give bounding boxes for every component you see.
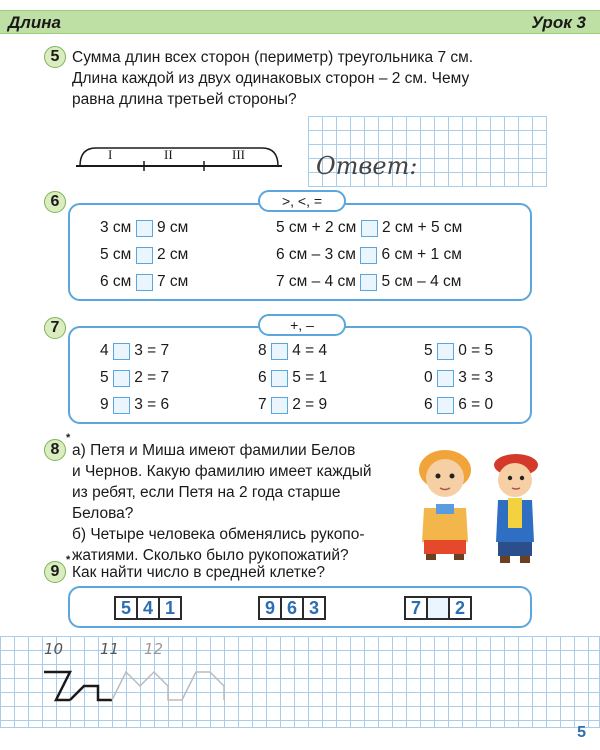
- answer-box[interactable]: [361, 220, 378, 237]
- task-6-number: 6: [44, 191, 66, 213]
- task-6-row: 5 см 2 см: [100, 246, 189, 263]
- task-7-number: 7: [44, 317, 66, 339]
- task-5-line: равна длина третьей стороны?: [72, 91, 297, 108]
- answer-box[interactable]: [113, 397, 130, 414]
- number-cell: 1: [158, 596, 182, 620]
- boy-illustration-right: [486, 450, 544, 566]
- missing-number-cell[interactable]: [426, 596, 450, 620]
- task-8-number: 8: [44, 439, 66, 461]
- number-group: [404, 596, 470, 620]
- difficulty-star-icon: *: [66, 554, 71, 566]
- task-6-row: 3 см 9 см: [100, 219, 189, 236]
- task-5-line: Длина каждой из двух одинаковых сторон – 2 см. Чему: [72, 70, 470, 87]
- number-group: [258, 596, 324, 620]
- number-cell: 7: [404, 596, 428, 620]
- segment-diagram: [74, 136, 284, 172]
- answer-box[interactable]: [271, 370, 288, 387]
- difficulty-star-icon: *: [66, 432, 71, 444]
- task-7-row: 8 4 = 4: [258, 342, 328, 359]
- task-5-line: Сумма длин всех сторон (периметр) треугольника 7 см.: [72, 49, 474, 66]
- answer-box[interactable]: [437, 370, 454, 387]
- answer-box[interactable]: [136, 247, 153, 264]
- task-7-row: 4 3 = 7: [100, 342, 170, 359]
- task-7-signs: +, –: [258, 314, 346, 336]
- task-6-row: 6 см 7 см: [100, 273, 189, 290]
- segment-label: I: [108, 147, 113, 162]
- number-cell: 6: [280, 596, 304, 620]
- topic-title: Длина: [8, 13, 61, 32]
- task-7-row: 6 6 = 0: [424, 396, 494, 413]
- answer-box[interactable]: [136, 220, 153, 237]
- task-6-row: 7 см – 4 см 5 см – 4 см: [276, 273, 462, 290]
- sample-number: 10: [44, 640, 64, 658]
- answer-box[interactable]: [136, 274, 153, 291]
- task-6-signs: >, <, =: [258, 190, 346, 212]
- answer-box[interactable]: [113, 343, 130, 360]
- number-cell: 4: [136, 596, 160, 620]
- task-7-row: 7 2 = 9: [258, 396, 328, 413]
- task-7-row: 6 5 = 1: [258, 369, 328, 386]
- number-cell: 5: [114, 596, 138, 620]
- task-7-row: 0 3 = 3: [424, 369, 494, 386]
- boy-illustration-left: [410, 446, 480, 564]
- pattern-drawing: [40, 664, 240, 704]
- task-7-row: 5 2 = 7: [100, 369, 170, 386]
- lesson-label: Урок 3: [531, 13, 586, 32]
- segment-label: II: [164, 147, 173, 162]
- answer-box[interactable]: [360, 247, 377, 264]
- task-9-question: Как найти число в средней клетке?: [72, 564, 326, 581]
- answer-box[interactable]: [271, 343, 288, 360]
- answer-box[interactable]: [360, 274, 377, 291]
- task-7-row: 9 3 = 6: [100, 396, 170, 413]
- number-cell: 2: [448, 596, 472, 620]
- answer-box[interactable]: [437, 397, 454, 414]
- page-header: [0, 10, 600, 34]
- answer-label: Ответ:: [316, 152, 418, 180]
- task-6-row: 5 см + 2 см 2 см + 5 см: [276, 219, 463, 236]
- task-5-number: 5: [44, 46, 66, 68]
- answer-box[interactable]: [271, 397, 288, 414]
- number-cell: 9: [258, 596, 282, 620]
- number-cell: 3: [302, 596, 326, 620]
- number-group: [114, 596, 180, 620]
- page-number: 5: [577, 724, 586, 741]
- task-8-text: а) Петя и Миша имеют фамилии Белов и Чернов. Какую фамилию имеет каждый из ребят, если Петя на 2 года старше Белова? б) Четыре человека обменялись рукопо- жатиями. Сколько было рукопожатий?: [72, 442, 372, 564]
- answer-box[interactable]: [113, 370, 130, 387]
- answer-box[interactable]: [437, 343, 454, 360]
- task-7-row: 5 0 = 5: [424, 342, 494, 359]
- sample-number: 12: [144, 640, 164, 658]
- task-5-text: [72, 47, 473, 110]
- sample-number: 11: [100, 640, 120, 658]
- task-6-row: 6 см – 3 см 6 см + 1 см: [276, 246, 462, 263]
- task-9-number: 9: [44, 561, 66, 583]
- segment-label: III: [232, 147, 245, 162]
